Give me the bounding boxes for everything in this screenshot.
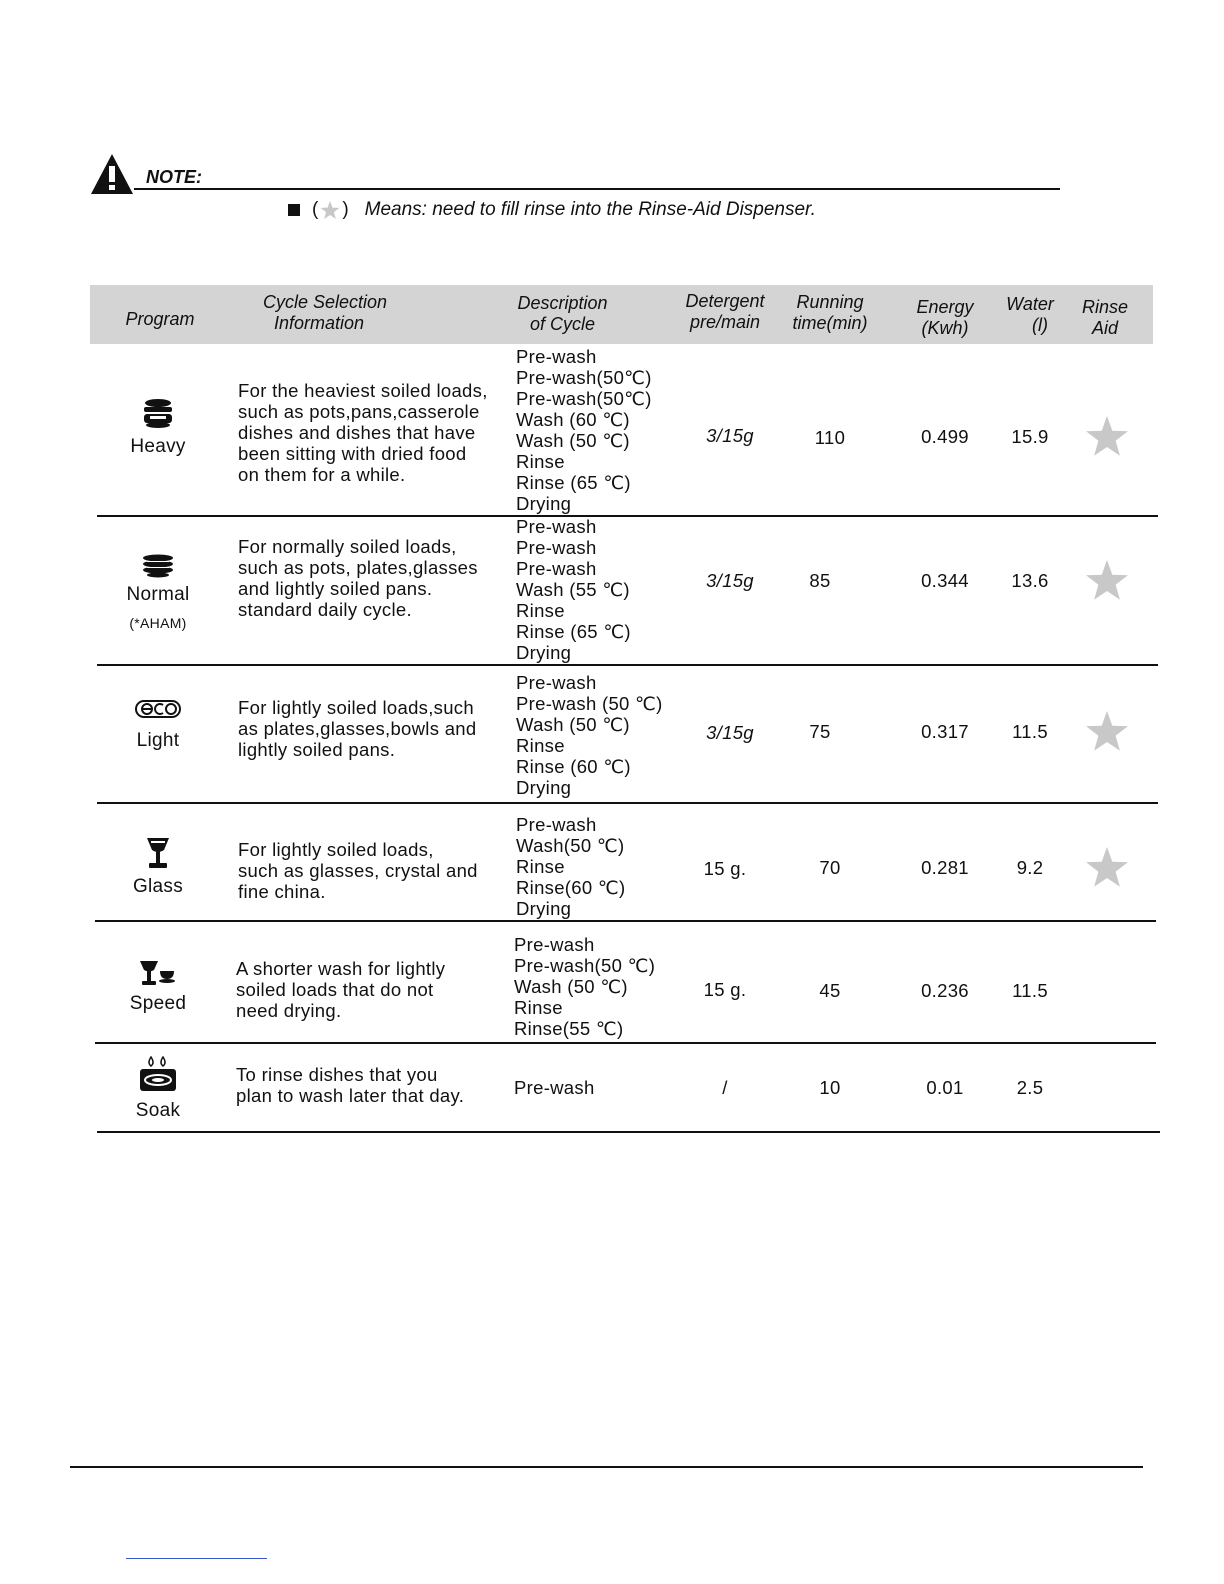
note-divider	[134, 188, 1060, 190]
footer-link-underline	[126, 1558, 267, 1559]
row-divider	[95, 920, 1156, 922]
program-note: (*AHAM)	[129, 615, 187, 631]
running-time-value: 110	[814, 427, 846, 448]
program-name: Speed	[129, 993, 187, 1014]
soak-icon	[138, 1056, 178, 1094]
detergent-value: /	[722, 1077, 728, 1098]
program-name: Soak	[135, 1100, 181, 1121]
cycle-description: Pre-wash Pre-wash Pre-wash Wash (55 ℃) Rinse Rinse (65 ℃) Drying	[516, 516, 631, 663]
cycle-info: For normally soiled loads, such as pots, plates,glasses and lightly soiled pans. standard daily cycle.	[238, 536, 478, 620]
program-name: Heavy	[130, 436, 186, 457]
cycle-info: For the heaviest soiled loads, such as pots,pans,casserole dishes and dishes that have been sitting with dried food on them for a while.	[238, 380, 488, 485]
program-heavy	[93, 398, 223, 457]
rinse-aid-legend: ( ) Means: need to fill rinse into the Rinse-Aid Dispenser.	[288, 199, 816, 221]
eco-icon	[135, 700, 181, 718]
running-time-value: 70	[819, 857, 841, 878]
program-name: Normal	[126, 584, 190, 605]
program-soak	[93, 1056, 223, 1121]
normal-plates-icon	[141, 554, 175, 578]
program-light	[93, 700, 223, 751]
star-icon	[1085, 558, 1129, 602]
header-program: Program	[125, 309, 195, 329]
speed-glass-cup-icon	[138, 959, 178, 987]
heavy-pot-icon	[141, 398, 175, 430]
water-value: 15.9	[1011, 426, 1049, 447]
water-value: 11.5	[1012, 721, 1048, 742]
program-speed	[93, 959, 223, 1014]
warning-icon	[90, 153, 134, 195]
row-divider	[97, 1131, 1160, 1133]
cycle-description: Pre-wash Pre-wash(50℃) Pre-wash(50℃) Wash (60 ℃) Wash (50 ℃) Rinse Rinse (65 ℃) Drying	[516, 346, 652, 514]
cycle-description: Pre-wash	[514, 1077, 595, 1098]
header-detergent: Detergent pre/main	[685, 291, 765, 332]
header-rinse-aid: Rinse Aid	[1081, 297, 1129, 338]
water-value: 11.5	[1012, 980, 1048, 1001]
water-value: 2.5	[1016, 1077, 1044, 1098]
star-icon	[1085, 414, 1129, 458]
detergent-value: 15 g.	[703, 858, 747, 879]
cycle-description: Pre-wash Wash(50 ℃) Rinse Rinse(60 ℃) Drying	[516, 814, 626, 919]
detergent-value: 15 g.	[703, 979, 747, 1000]
energy-value: 0.281	[921, 857, 969, 878]
program-normal	[93, 554, 223, 634]
cycle-description: Pre-wash Pre-wash (50 ℃) Wash (50 ℃) Rinse Rinse (60 ℃) Drying	[516, 672, 663, 798]
header-running-time: Running time(min)	[792, 292, 868, 333]
row-divider	[97, 802, 1158, 804]
header-description: Description of Cycle	[517, 293, 608, 334]
cycle-info: For lightly soiled loads, such as glasses, crystal and fine china.	[238, 839, 478, 902]
program-glass	[93, 836, 223, 897]
star-icon	[1085, 845, 1129, 889]
footer-divider	[70, 1466, 1143, 1468]
header-water: Water (l)	[1006, 294, 1054, 335]
program-name: Light	[136, 730, 180, 751]
bullet-square-icon	[288, 204, 300, 216]
legend-text: Means: need to fill rinse into the Rinse-Aid Dispenser.	[364, 199, 816, 220]
wine-glass-icon	[145, 836, 171, 870]
energy-value: 0.499	[921, 426, 969, 447]
running-time-value: 85	[809, 570, 831, 591]
detergent-value: 3/15g	[706, 425, 754, 446]
energy-value: 0.344	[921, 570, 969, 591]
note-label: NOTE:	[146, 167, 202, 187]
running-time-value: 75	[809, 721, 831, 742]
running-time-value: 45	[819, 980, 841, 1001]
header-energy: Energy (Kwh)	[916, 297, 974, 338]
cycle-info: A shorter wash for lightly soiled loads that do not need drying.	[236, 958, 446, 1021]
water-value: 13.6	[1011, 570, 1049, 591]
table-header	[90, 285, 1153, 344]
star-icon	[320, 200, 340, 220]
running-time-value: 10	[819, 1077, 841, 1098]
program-name: Glass	[132, 876, 184, 897]
row-divider	[97, 664, 1158, 666]
detergent-value: 3/15g	[706, 722, 754, 743]
header-cycle-selection: Cycle Selection Information	[262, 292, 388, 333]
cycle-info: To rinse dishes that you plan to wash later that day.	[236, 1064, 465, 1106]
star-icon	[1085, 709, 1129, 753]
energy-value: 0.236	[921, 980, 969, 1001]
energy-value: 0.317	[921, 721, 969, 742]
detergent-value: 3/15g	[706, 570, 754, 591]
energy-value: 0.01	[926, 1077, 964, 1098]
water-value: 9.2	[1016, 857, 1044, 878]
cycle-description: Pre-wash Pre-wash(50 ℃) Wash (50 ℃) Rinse Rinse(55 ℃)	[514, 934, 656, 1039]
cycle-info: For lightly soiled loads,such as plates,glasses,bowls and lightly soiled pans.	[238, 697, 477, 760]
row-divider	[95, 1042, 1156, 1044]
